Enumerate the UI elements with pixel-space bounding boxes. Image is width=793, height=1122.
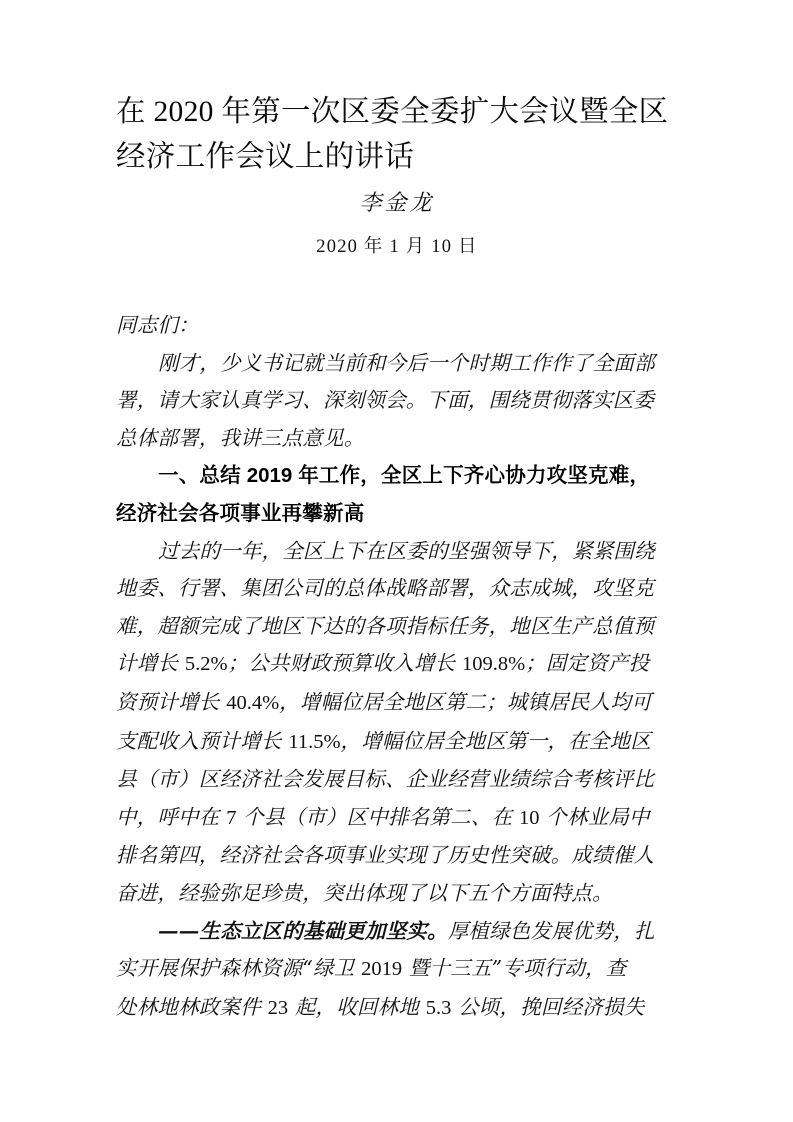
document-date: 2020 年 1 月 10 日 xyxy=(316,237,478,257)
paragraph-review-2019-line-9: 排名第四，经济社会各项事业实现了历史性突破。成绩催人 xyxy=(116,843,655,868)
document-title-line-2: 经济工作会议上的讲话 xyxy=(116,141,415,173)
point-ecology-lead-bold: ——生态立区的基础更加坚实。 xyxy=(158,918,448,943)
paragraph-review-2019-line-5: 资预计增长 40.4%，增幅位居全地区第二；城镇居民人均可 xyxy=(116,689,652,714)
section-heading-1-line-2: 经济社会各项事业再攀新高 xyxy=(116,501,365,525)
paragraph-review-2019-line-4: 计增长 5.2%；公共财政预算收入增长 109.8%；固定资产投 xyxy=(116,651,650,676)
section-heading-1-line-1: 一、总结 2019 年工作，全区上下齐心协力攻坚克难， xyxy=(158,464,651,488)
document-author: 李金龙 xyxy=(359,191,435,216)
paragraph-point-ecology-line-2: 实开展保护森林资源“绿卫 2019 暨十三五”专项行动，查 xyxy=(116,956,627,981)
point-ecology-line-1-rest: 厚植绿色发展优势，扎 xyxy=(447,918,655,943)
paragraph-intro xyxy=(116,345,678,458)
paragraph-point-ecology-line-1 xyxy=(116,913,678,951)
document-content-area xyxy=(116,0,678,1027)
paragraph-intro-line-3: 总体部署，我讲三点意见。 xyxy=(116,425,365,450)
paragraph-review-2019-line-10: 奋进，经验弥足珍贵，突出体现了以下五个方面特点。 xyxy=(116,880,613,905)
paragraph-review-2019-line-1: 过去的一年，全区上下在区委的坚强领导下，紧紧围绕 xyxy=(158,538,655,563)
paragraph-review-2019-line-8: 中，呼中在 7 个县（市）区中排名第二、在 10 个林业局中 xyxy=(116,804,650,829)
paragraph-review-2019-line-2: 地委、行署、集团公司的总体战略部署，众志成城，攻坚克 xyxy=(116,576,655,601)
document-title-line-1: 在 2020 年第一次区委全委扩大会议暨全区 xyxy=(116,96,669,128)
salutation xyxy=(116,307,678,345)
paragraph-intro-line-2: 署，请大家认真学习、深刻领会。下面，围绕贯彻落实区委 xyxy=(116,388,655,413)
paragraph-review-2019-line-3: 难，超额完成了地区下达的各项指标任务，地区生产总值预 xyxy=(116,613,655,638)
paragraph-point-ecology-line-3: 处林地林政案件 23 起，收回林地 5.3 公顷，挽回经济损失 xyxy=(116,994,645,1019)
salutation-line: 同志们： xyxy=(116,313,199,337)
paragraph-point-ecology xyxy=(116,913,678,1028)
paragraph-review-2019-line-7: 县（市）区经济社会发展目标、企业经营业绩综合考核评比 xyxy=(116,767,655,792)
section-heading-1 xyxy=(116,457,678,532)
paragraph-review-2019-line-6: 支配收入预计增长 11.5%，增幅位居全地区第一，在全地区 xyxy=(116,728,652,753)
paragraph-intro-line-1: 刚才，少义书记就当前和今后一个时期工作作了全面部 xyxy=(158,350,655,375)
paragraph-review-2019 xyxy=(116,533,678,913)
document-title xyxy=(116,0,678,180)
document-body xyxy=(116,261,678,1027)
